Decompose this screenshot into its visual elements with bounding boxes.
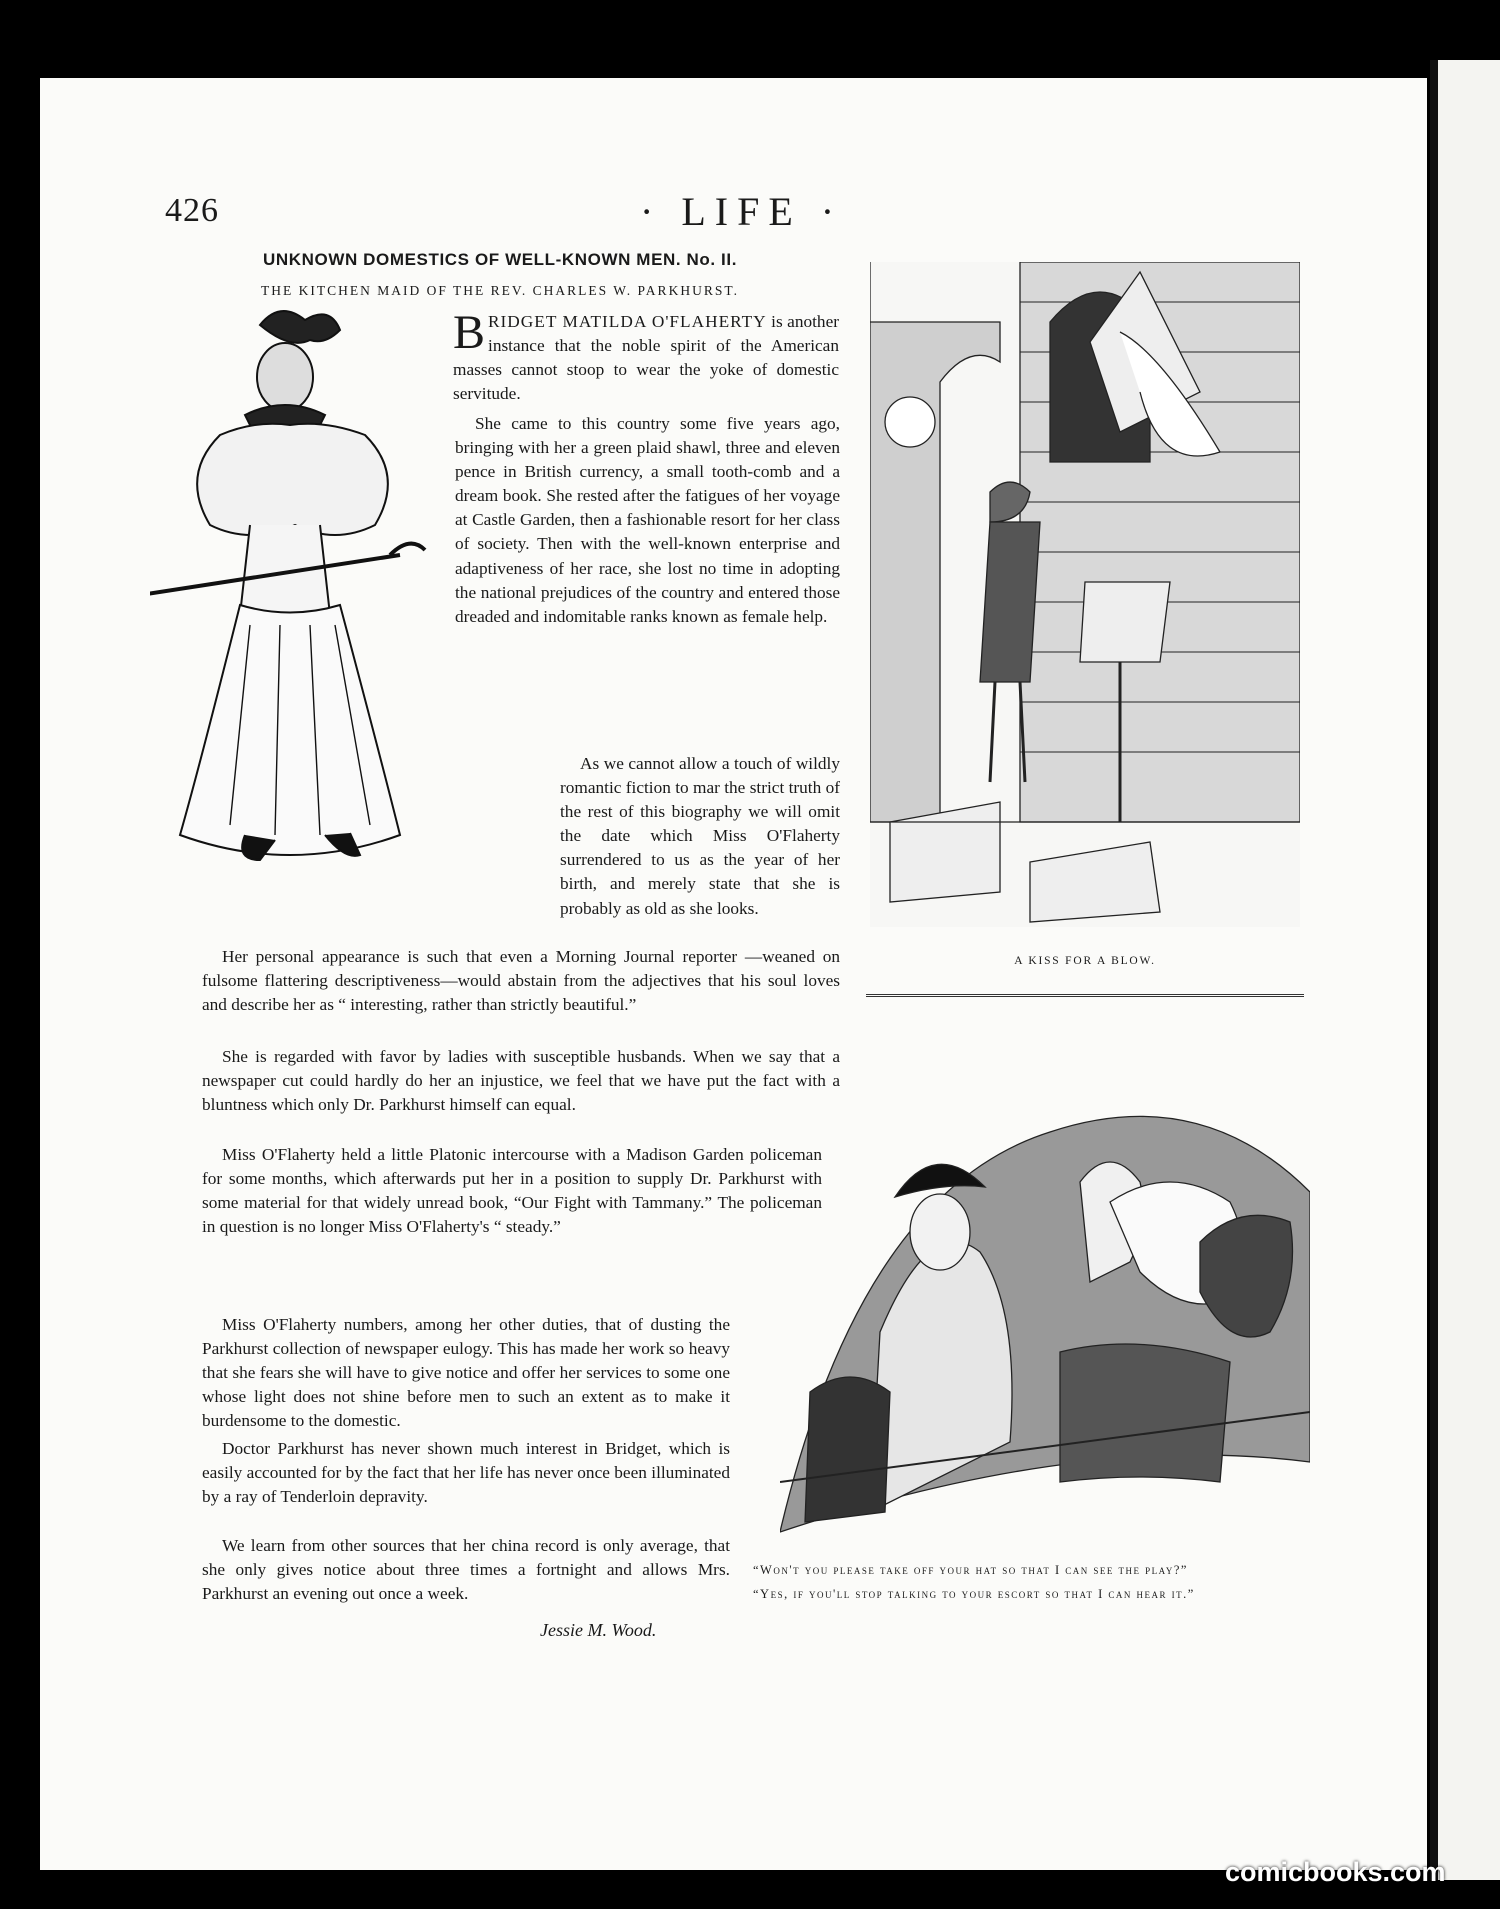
article-paragraph-7: Miss O'Flaherty numbers, among her other duties, that of dusting the Parkhurst collection of newspaper eulogy. This has made her work so heavy that she fears she will have to give notice and offer her services to some one whose light does not shine before men to such an extent as to make it burdensome to the domestic. <box>202 1315 730 1431</box>
kiss-caption: A KISS FOR A BLOW. <box>1014 955 1156 967</box>
section-divider <box>866 994 1304 997</box>
paragraph-text: is another instance that the noble spirit of the American masses cannot stoop to wear the yoke of domestic servitude. <box>453 312 839 404</box>
article-subhead: THE KITCHEN MAID OF THE REV. CHARLES W. PARKHURST. <box>261 283 739 298</box>
article-paragraph-6: Miss O'Flaherty held a little Platonic intercourse with a Madison Garden policeman for some months, which afterwards put her in a position to supply Dr. Parkhurst with some material for that widely unread book, “Our Fight with Tammany.” The policeman in question is no longer Miss O'Flaherty's “ steady.” <box>202 1145 822 1237</box>
article-paragraph-3: As we cannot allow a touch of wildly romantic fiction to mar the strict truth of the rest of this biography we will omit the date which Miss O'Flaherty surrendered to us as the year of her birth, and merely state that she is probably as old as she looks. <box>560 754 840 918</box>
theatre-illustration <box>780 1012 1310 1537</box>
caption-question: “Won't you please take off your hat so that I can see the play?” <box>753 1563 1188 1577</box>
article-headline: UNKNOWN DOMESTICS OF WELL-KNOWN MEN. No. II. <box>262 250 738 269</box>
caption-answer: “Yes, if you'll stop talking to your escort so that I can hear it.” <box>753 1587 1195 1601</box>
bridget-illustration <box>150 305 435 925</box>
article-paragraph-8: Doctor Parkhurst has never shown much interest in Bridget, which is easily accounted for by the fact that her life has never once been illuminated by a ray of Tenderloin depravity. <box>202 1439 730 1507</box>
article-paragraph-1 <box>453 306 839 406</box>
article-paragraph-9: We learn from other sources that her china record is only average, that she only gives notice about three times a fortnight and allows Mrs. Parkhurst an evening out once a week. <box>202 1536 730 1604</box>
lead-name: RIDGET MATILDA O'FLAHERTY <box>488 312 767 331</box>
author-signature: Jessie M. Wood. <box>540 1620 657 1640</box>
article-paragraph-5: She is regarded with favor by ladies with susceptible husbands. When we say that a newspaper cut could hardly do her an injustice, we feel that we have put the fact with a bluntness which only Dr. Parkhurst himself can equal. <box>202 1047 840 1115</box>
scan-border-top <box>0 0 1500 60</box>
page-number: 426 <box>165 192 219 229</box>
adjacent-page-edge <box>1438 60 1500 1880</box>
kiss-illustration <box>870 262 1300 927</box>
masthead: · LIFE · <box>640 189 844 234</box>
theatre-caption <box>755 1560 1285 1608</box>
article-paragraph-2: She came to this country some five years ago, bringing with her a green plaid shawl, three and eleven pence in British currency, a small tooth-comb and a dream book. She rested after the fatigues of her voyage at Castle Garden, then a fashionable resort for her class of society. Then with the well-known enterprise and adaptiveness of her race, she lost no time in adopting the national prejudices of the country and entered those dreaded and indomitable ranks known as female help. <box>455 414 840 626</box>
page-gutter <box>1430 60 1438 1880</box>
watermark: comicbooks.com <box>1225 1857 1446 1887</box>
article-paragraph-4: Her personal appearance is such that even a Morning Journal reporter —weaned on fulsome flattering descriptiveness—would abstain from the adjectives that his soul loves and describe her as “ interesting, rather than strictly beautiful.” <box>202 947 840 1015</box>
dropcap-letter: B <box>453 306 486 359</box>
